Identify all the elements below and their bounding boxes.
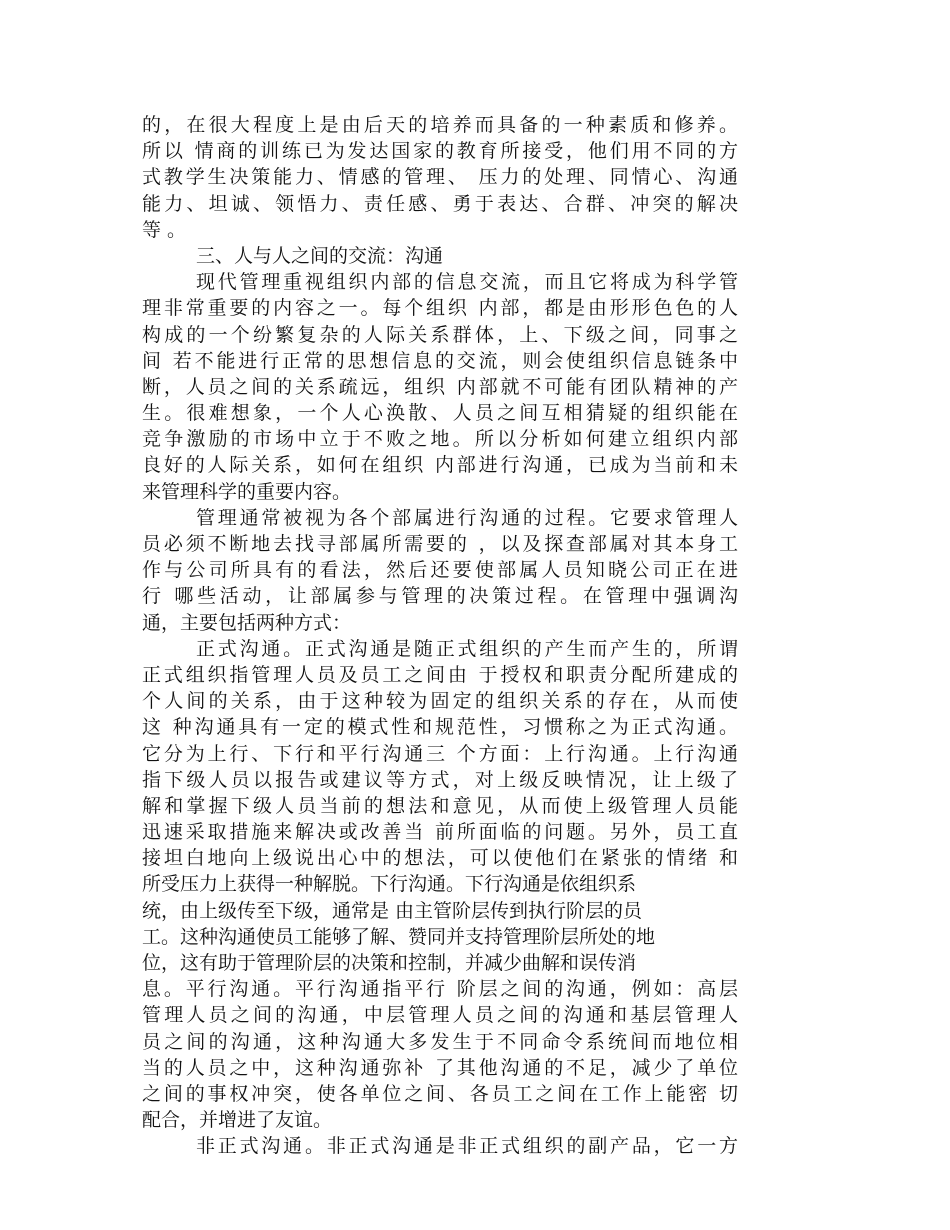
text-line: 正式组织指管理人员及员工之间由 于授权和职责分配所建成的: [142, 663, 738, 686]
text-line: 这 种沟通具有一定的模式性和规范性，习惯称之为正式沟通。: [142, 716, 738, 739]
text-line: 通，主要包括两种方式：: [142, 611, 352, 634]
text-line: 员之间的沟通，这种沟通大多发生于不同命令系统间而地位相: [142, 1030, 738, 1053]
text-line: 非正式沟通。非正式沟通是非正式组织的副产品，它一方: [196, 1135, 738, 1158]
text-line: 息。平行沟通。平行沟通指平行 阶层之间的沟通，例如：高层: [142, 978, 738, 1001]
text-line: 之间的事权冲突，使各单位之间、各员工之间在工作上能密 切: [142, 1082, 738, 1105]
text-line: 所受压力上获得一种解脱。下行沟通。下行沟通是依组织系: [142, 873, 637, 896]
text-line: 构成的一个纷繁复杂的人际关系群体，上、下级之间，同事之: [142, 323, 738, 346]
text-line: 来管理科学的重要内容。: [142, 480, 352, 503]
text-line: 个人间的关系，由于这种较为固定的组织关系的存在，从而使: [142, 690, 738, 713]
text-line: 断，人员之间的关系疏远，组织 内部就不可能有团队精神的产: [142, 375, 738, 398]
text-line: 它分为上行、下行和平行沟通三 个方面：上行沟通。上行沟通: [142, 742, 738, 765]
text-line: 正式沟通。正式沟通是随正式组织的产生而产生的，所谓: [196, 637, 738, 660]
text-line: 理非常重要的内容之一。每个组织 内部，都是由形形色色的人: [142, 297, 738, 320]
text-line: 解和掌握下级人员当前的想法和意见，从而使上级管理人员能: [142, 794, 738, 817]
text-line: 员必须不断地去找寻部属所需要的 ，以及探查部属对其本身工: [142, 533, 738, 555]
text-line: 作与公司所具有的看法，然后还要使部属人员知晓公司正在进: [142, 559, 738, 582]
text-line: 现代管理重视组织内部的信息交流，而且它将成为科学管: [196, 271, 738, 294]
text-line: 式教学生决策能力、情感的管理、 压力的处理、同情心、沟通: [142, 166, 738, 189]
text-line: 工。这种沟通使员工能够了解、赞同并支持管理阶层所处的地: [142, 925, 656, 948]
text-line: 配合，并增进了友谊。: [142, 1109, 333, 1132]
text-line: 能力、坦诚、领悟力、责任感、勇于表达、合群、冲突的解决: [142, 192, 738, 215]
text-line: 迅速采取措施来解决或改善当 前所面临的问题。另外，员工直: [142, 821, 738, 844]
text-line: 的，在很大程度上是由后天的培养而具备的一种素质和修养。: [142, 114, 738, 136]
text-line: 当的人员之中，这种沟通弥补 了其他沟通的不足，减少了单位: [142, 1056, 738, 1079]
text-line: 生。很难想象，一个人心涣散、人员之间互相猜疑的组织能在: [142, 402, 738, 425]
text-line: 接坦白地向上级说出心中的想法，可以使他们在紧张的情绪 和: [142, 847, 738, 870]
text-line: 管理人员之间的沟通，中层管理人员之间的沟通和基层管理人: [142, 1004, 738, 1027]
text-line: 位，这有助于管理阶层的决策和控制，并减少曲解和误传消: [142, 952, 637, 974]
text-line: 等 。: [142, 218, 187, 241]
text-line: 三、人与人之间的交流：沟通: [196, 244, 444, 267]
text-line: 行 哪些活动，让部属参与管理的决策过程。在管理中强调沟: [142, 585, 738, 608]
document-page: [142, 112, 738, 1160]
text-line: 统，由上级传至下级，通常是 由主管阶层传到执行阶层的员: [142, 899, 643, 922]
text-line: 竞争激励的市场中立于不败之地。所以分析如何建立组织内部: [142, 428, 738, 451]
text-line: 良好的人际关系，如何在组织 内部进行沟通，已成为当前和未: [142, 454, 738, 477]
text-line: 指下级人员以报告或建议等方式，对上级反映情况，让上级了: [142, 768, 738, 791]
text-line: 管理通常被视为各个部属进行沟通的过程。它要求管理人: [196, 506, 738, 529]
text-line: 所以 情商的训练已为发达国家的教育所接受，他们用不同的方: [142, 140, 738, 163]
text-line: 间 若不能进行正常的思想信息的交流，则会使组织信息链条中: [142, 349, 738, 372]
